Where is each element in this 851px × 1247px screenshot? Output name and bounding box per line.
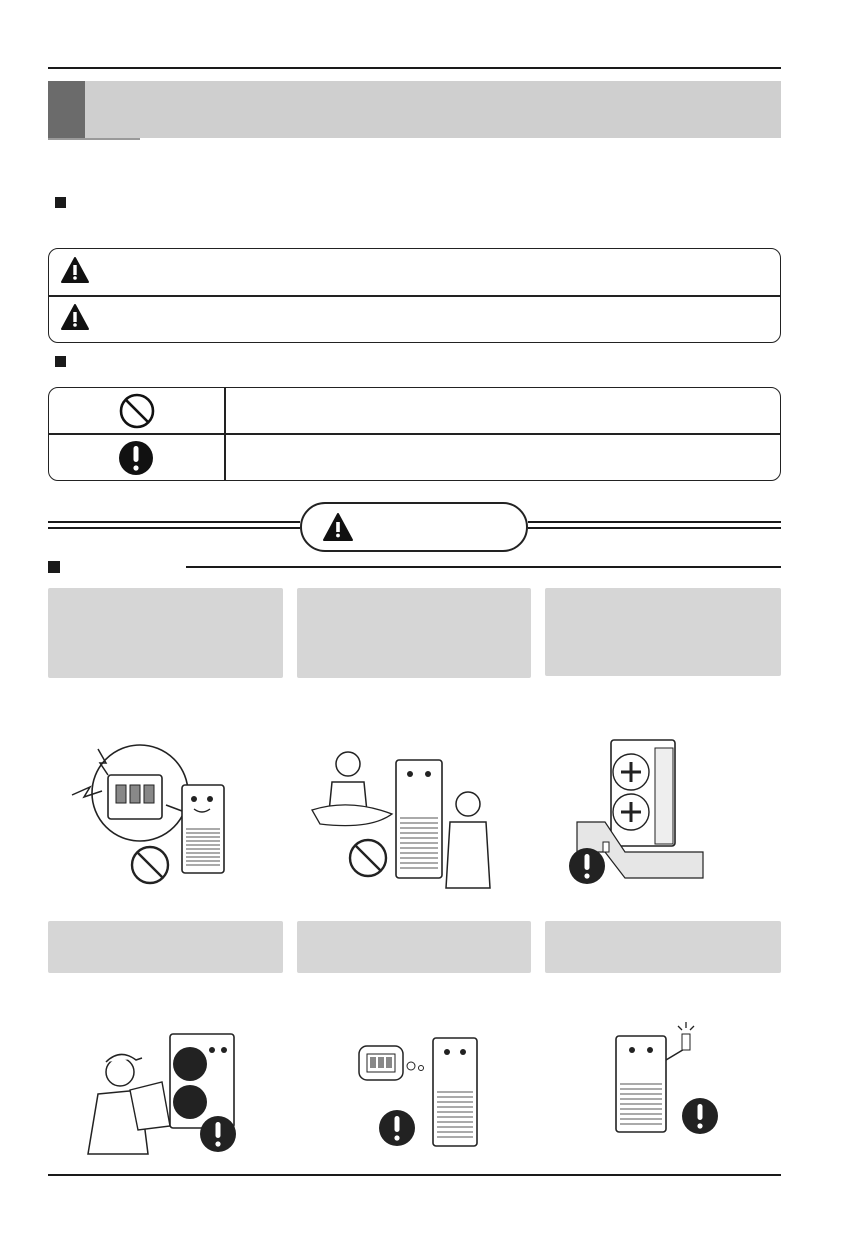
title-band	[48, 81, 781, 138]
bottom-rule	[48, 1174, 781, 1176]
illustration-installer-manual	[78, 1030, 248, 1156]
symbol-legend-vdivider	[224, 388, 226, 480]
illustration-secure-installation	[612, 1020, 722, 1136]
panel-caption-text	[545, 921, 781, 937]
bullet-icon	[48, 561, 60, 573]
panel-caption-text	[48, 921, 283, 937]
banner-rule-right-top	[528, 521, 781, 523]
prohibit-icon	[118, 392, 156, 430]
banner-rule-left-bottom	[48, 527, 300, 529]
panel-caption-text	[297, 588, 531, 604]
signal-word-divider	[49, 295, 780, 297]
caution-triangle-icon	[60, 303, 90, 331]
subsection-rule	[186, 566, 781, 568]
illustration-power-switch	[70, 735, 260, 887]
panel-caption	[545, 588, 781, 676]
title-underline	[48, 138, 140, 140]
warning-triangle-icon	[60, 256, 90, 284]
illustration-dedicated-circuit	[355, 1028, 505, 1148]
panel-caption	[48, 921, 283, 973]
illustration-outdoor-unit-base	[565, 738, 715, 890]
panel-caption-text	[545, 588, 781, 604]
symbol-legend-divider	[49, 433, 780, 435]
panel-caption	[297, 921, 531, 973]
warning-triangle-icon	[322, 512, 354, 542]
bullet-icon	[55, 197, 66, 208]
mandatory-icon	[117, 439, 155, 477]
panel-caption	[48, 588, 283, 678]
banner-rule-right-bottom	[528, 527, 781, 529]
title-tab	[48, 81, 85, 138]
panel-caption-text	[297, 921, 531, 937]
banner-rule-left-top	[48, 521, 300, 523]
top-rule	[48, 67, 781, 69]
panel-caption	[297, 588, 531, 678]
panel-caption	[545, 921, 781, 973]
bullet-icon	[55, 356, 66, 367]
panel-caption-text	[48, 588, 283, 604]
illustration-unit-handling	[310, 738, 500, 890]
